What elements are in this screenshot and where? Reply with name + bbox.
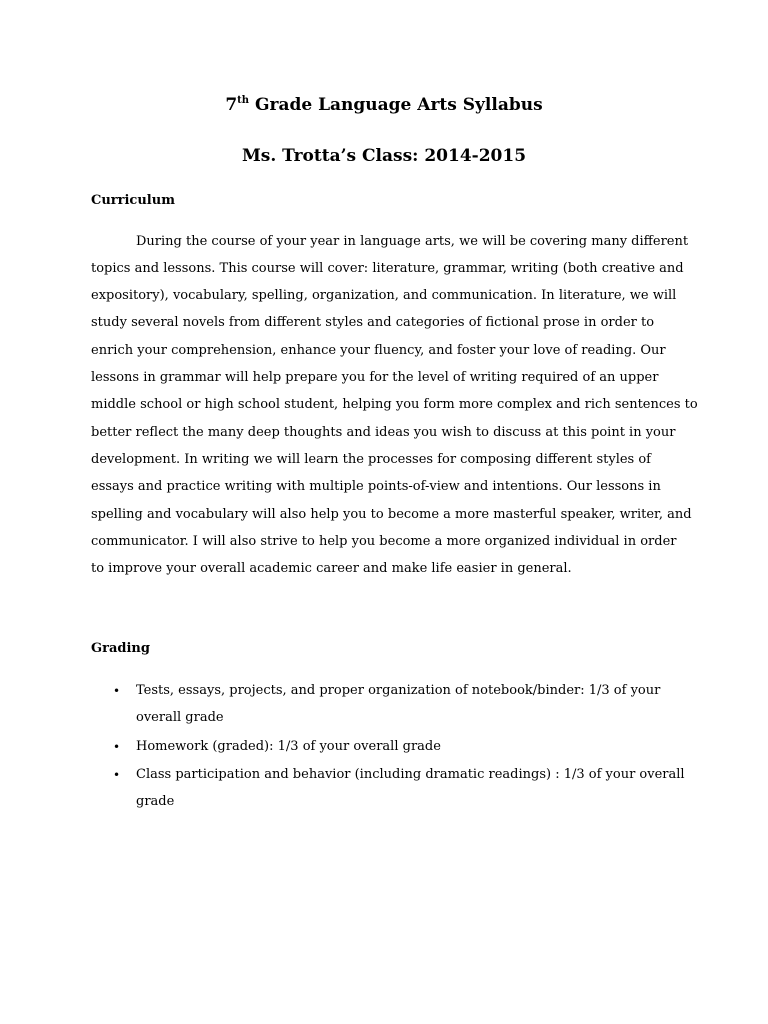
grading-heading: Grading <box>91 641 150 656</box>
paragraph-line: During the course of your year in language arts, we will be covering many different <box>136 234 689 249</box>
list-item-text-continued: grade <box>136 794 175 809</box>
paragraph-line: study several novels from different styles and categories of fictional prose in order to <box>91 315 655 330</box>
list-item-text: Class participation and behavior (including dramatic readings) : 1/3 of your overall <box>136 767 685 782</box>
paragraph-line: spelling and vocabulary will also help you to become a more masterful speaker, writer, and <box>91 507 692 522</box>
paragraph-line: better reflect the many deep thoughts and ideas you wish to discuss at this point in your <box>91 425 676 440</box>
bullet-icon: • <box>113 768 121 782</box>
list-item-text: Tests, essays, projects, and proper organization of notebook/binder: 1/3 of your <box>136 683 661 698</box>
title-text: Grade Language Arts Syllabus <box>249 95 543 115</box>
paragraph-line: expository), vocabulary, spelling, organization, and communication. In literature, we will <box>91 288 677 303</box>
list-item-text-continued: overall grade <box>136 710 224 725</box>
bullet-icon: • <box>113 740 121 754</box>
paragraph-line: topics and lessons. This course will cover: literature, grammar, writing (both creative and <box>91 261 684 276</box>
curriculum-heading: Curriculum <box>91 193 175 208</box>
document-subtitle: Ms. Trotta’s Class: 2014-2015 <box>241 146 527 166</box>
paragraph-line: communicator. I will also strive to help you become a more organized individual in order <box>91 534 677 549</box>
list-item-text: Homework (graded): 1/3 of your overall grade <box>136 739 441 754</box>
title-grade-number: 7 <box>225 95 238 115</box>
paragraph-line: development. In writing we will learn the processes for composing different styles of <box>91 452 651 467</box>
paragraph-line: middle school or high school student, helping you form more complex and rich sentences to <box>91 397 698 412</box>
paragraph-line: to improve your overall academic career and make life easier in general. <box>91 561 572 576</box>
title-ordinal-suffix: th <box>237 95 250 106</box>
paragraph-line: essays and practice writing with multiple points-of-view and intentions. Our lessons in <box>91 479 661 494</box>
paragraph-line: enrich your comprehension, enhance your fluency, and foster your love of reading. Our <box>91 343 666 358</box>
paragraph-line: lessons in grammar will help prepare you for the level of writing required of an upper <box>91 370 659 385</box>
document-title <box>0 95 768 115</box>
bullet-icon: • <box>113 684 121 698</box>
